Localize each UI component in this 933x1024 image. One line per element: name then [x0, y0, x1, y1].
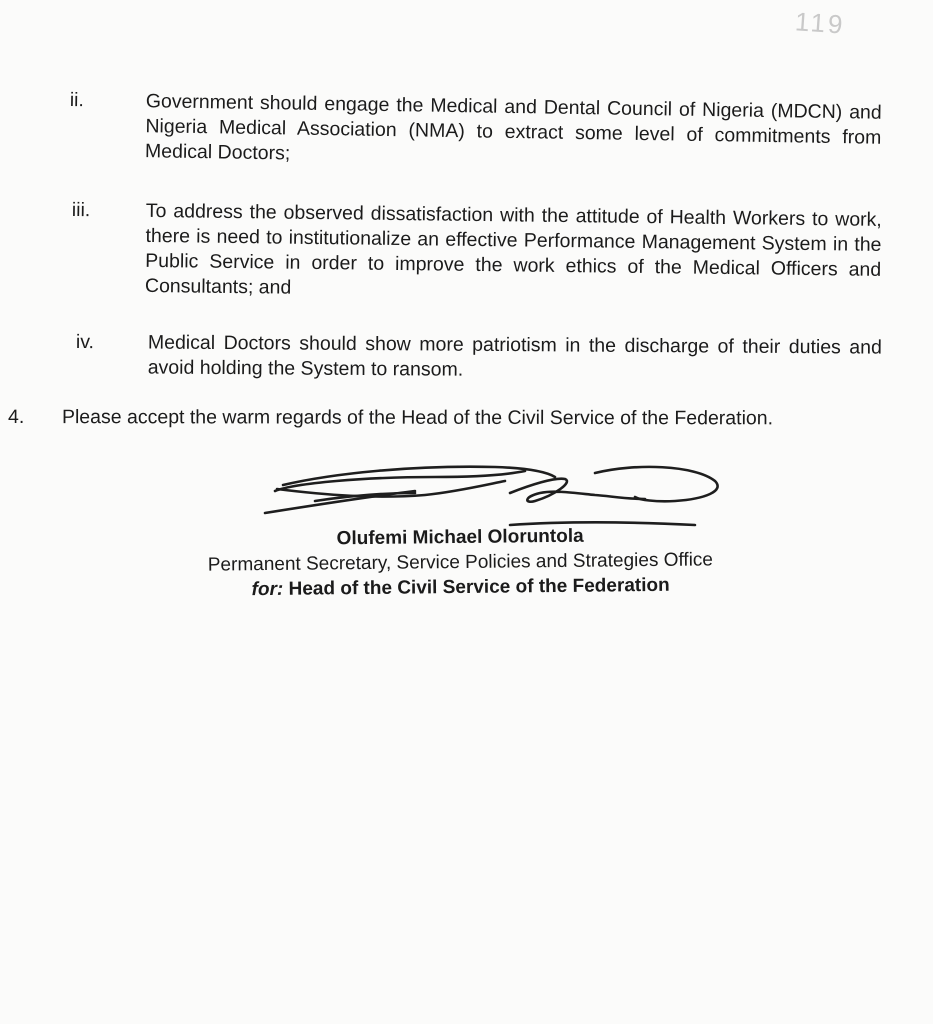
list-item-text: To address the observed dissatisfaction with the attitude of Health Workers to work, there is need to institutionalize an effective Performance Management System in the Public Service in order to improve the work ethics of the Medical Officers and Consultants; and: [144, 199, 882, 299]
list-item-number: ii.: [69, 88, 85, 112]
paragraph-text: Please accept the warm regards of the Head of the Civil Service of the Federation.: [61, 406, 774, 430]
paragraph-4: [7, 405, 908, 430]
list-item-text: Medical Doctors should show more patriotism in the discharge of their duties and avoid holding the System to ransom.: [147, 331, 882, 381]
for-prefix: for:: [251, 578, 284, 601]
list-item-text: Government should engage the Medical and Dental Council of Nigeria (MDCN) and Nigeria Medical Association (NMA) to extract some level of commitments from Medical Doctors;: [144, 90, 882, 165]
signature-block: [150, 522, 771, 603]
for-text: Head of the Civil Service of the Federation: [283, 574, 670, 600]
list-item-number: iii.: [71, 198, 91, 222]
list-item-number: iv.: [75, 330, 95, 354]
signatory-title: Permanent Secretary, Service Policies and Strategies Office: [207, 549, 714, 576]
paragraph-number: 4.: [7, 406, 25, 429]
signatory-name: Olufemi Michael Oloruntola: [336, 525, 584, 550]
page-number-mark: 119: [794, 6, 847, 40]
